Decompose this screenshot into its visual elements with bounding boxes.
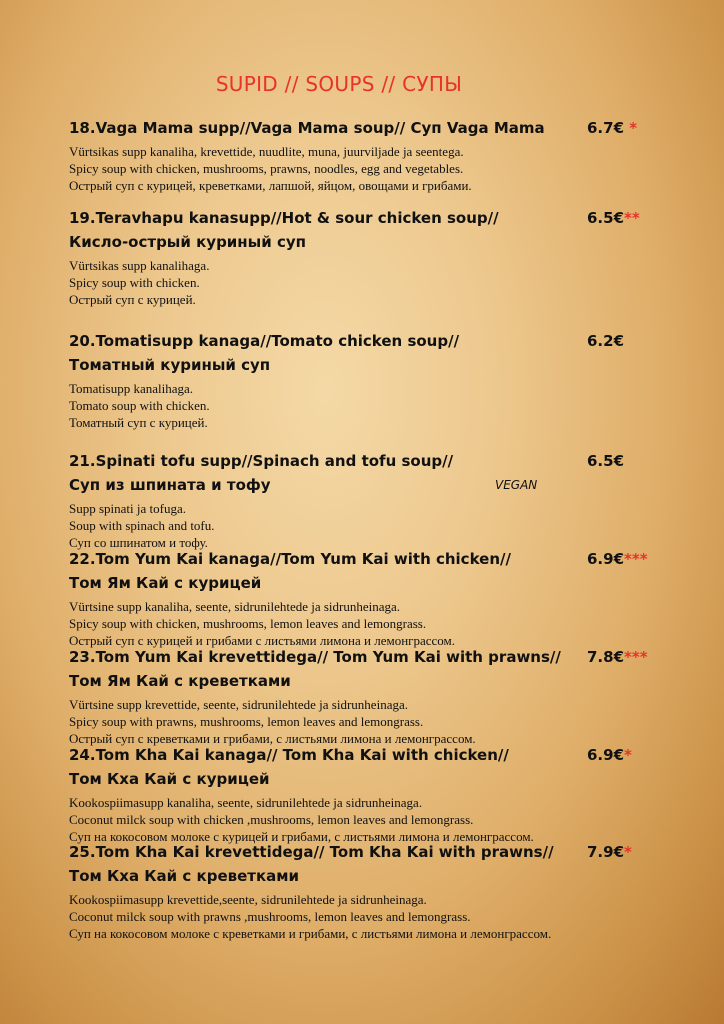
- item-name-russian: Том Кха Кай с креветками: [69, 867, 300, 885]
- price-value: 6.7€: [587, 119, 625, 137]
- price-value: 6.5€: [587, 209, 625, 227]
- menu-item-24: [69, 746, 669, 845]
- desc-estonian: Kookospiimasupp kanaliha, seente, sidrunilehtede ja sidrunheinaga.: [69, 795, 423, 810]
- item-name-line-2: [69, 867, 669, 891]
- desc-english: Spicy soup with chicken, mushrooms, lemon leaves and lemongrass.: [69, 616, 427, 631]
- item-price: [587, 119, 637, 137]
- desc-estonian: Vürtsine supp kanaliha, seente, sidrunilehtede ja sidrunheinaga.: [69, 599, 401, 614]
- price-value: 7.9€: [587, 843, 625, 861]
- desc-russian: Суп на кокосовом молоке с креветками и грибами, с листьями лимона и лемонграссом.: [69, 926, 552, 941]
- item-name-russian: Кисло-острый куриный суп: [69, 233, 307, 251]
- item-name-line-2: [69, 356, 669, 380]
- price-value: 6.5€: [587, 452, 625, 470]
- desc-english: Spicy soup with chicken, mushrooms, prawns, noodles, egg and vegetables.: [69, 161, 464, 176]
- item-name: 18.Vaga Mama supp//Vaga Mama soup// Суп Vaga Mama: [69, 119, 545, 137]
- page-title: SUPID // SOUPS // СУПЫ: [215, 72, 463, 96]
- item-name-russian: Том Кха Кай с курицей: [69, 770, 270, 788]
- desc-english: Tomato soup with chicken.: [69, 398, 210, 413]
- menu-item-21: [69, 452, 669, 551]
- desc-russian: Острый суп с курицей, креветками, лапшой, яйцом, овощами и грибами.: [69, 178, 472, 193]
- item-name-russian: Суп из шпината и тофу: [69, 476, 271, 494]
- menu-item-18: [69, 119, 669, 194]
- item-name-line-2: [69, 770, 669, 794]
- item-price: [587, 648, 648, 666]
- item-name-line-2: [69, 574, 669, 598]
- desc-estonian: Supp spinati ja tofuga.: [69, 501, 186, 516]
- vegan-tag: VEGAN: [495, 478, 538, 492]
- menu-item-20: [69, 332, 669, 431]
- item-price: [587, 843, 632, 861]
- desc-english: Spicy soup with prawns, mushrooms, lemon leaves and lemongrass.: [69, 714, 424, 729]
- spicy-stars: *: [624, 746, 632, 764]
- item-name-russian: Том Ям Кай с креветками: [69, 672, 291, 690]
- item-name-russian: Том Ям Кай с курицей: [69, 574, 262, 592]
- desc-estonian: Vürtsikas supp kanalihaga.: [69, 258, 210, 273]
- item-price: [587, 209, 640, 227]
- item-name-line-2: [69, 233, 669, 257]
- item-name-line: [69, 550, 669, 574]
- item-name: 25.Tom Kha Kai krevettidega// Tom Kha Kai with prawns//: [69, 843, 554, 861]
- item-name-line: [69, 209, 669, 233]
- price-value: 6.2€: [587, 332, 625, 350]
- desc-russian: Томатный суп с курицей.: [69, 415, 208, 430]
- item-price: [587, 550, 648, 568]
- item-name-line-2: [69, 476, 669, 500]
- item-name-line: [69, 332, 669, 356]
- item-name: 23.Tom Yum Kai krevettidega// Tom Yum Kai with prawns//: [69, 648, 561, 666]
- desc-english: Soup with spinach and tofu.: [69, 518, 215, 533]
- desc-russian: Суп со шпинатом и тофу.: [69, 535, 208, 550]
- desc-english: Coconut milck soup with chicken ,mushrooms, lemon leaves and lemongrass.: [69, 812, 474, 827]
- desc-russian: Суп на кокосовом молоке с курицей и грибами, с листьями лимона и лемонграссом.: [69, 829, 534, 844]
- item-name: 24.Tom Kha Kai kanaga// Tom Kha Kai with chicken//: [69, 746, 509, 764]
- item-name: 22.Tom Yum Kai kanaga//Tom Yum Kai with chicken//: [69, 550, 511, 568]
- item-name-russian: Томатный куриный суп: [69, 356, 271, 374]
- price-value: 7.8€: [587, 648, 625, 666]
- item-name-line: [69, 648, 669, 672]
- price-value: 6.9€: [587, 746, 625, 764]
- item-name: 19.Teravhapu kanasupp//Hot & sour chicken soup//: [69, 209, 499, 227]
- spicy-stars: **: [624, 209, 640, 227]
- menu-item-19: [69, 209, 669, 308]
- item-name: 21.Spinati tofu supp//Spinach and tofu soup//: [69, 452, 454, 470]
- item-name: 20.Tomatisupp kanaga//Tomato chicken soup//: [69, 332, 460, 350]
- item-name-line: [69, 119, 669, 143]
- desc-estonian: Vürtsine supp krevettide, seente, sidrunilehtede ja sidrunheinaga.: [69, 697, 408, 712]
- item-price: [587, 746, 632, 764]
- desc-estonian: Vürtsikas supp kanaliha, krevettide, nuudlite, muna, juurviljade ja seentega.: [69, 144, 464, 159]
- menu-item-25: [69, 843, 669, 942]
- item-price: [587, 332, 624, 350]
- item-name-line: [69, 843, 669, 867]
- desc-russian: Острый суп с креветками и грибами, с листьями лимона и лемонграссом.: [69, 731, 476, 746]
- item-name-line-2: [69, 672, 669, 696]
- desc-estonian: Kookospiimasupp krevettide,seente, sidrunilehtede ja sidrunheinaga.: [69, 892, 427, 907]
- desc-english: Coconut milck soup with prawns ,mushrooms, lemon leaves and lemongrass.: [69, 909, 471, 924]
- desc-english: Spicy soup with chicken.: [69, 275, 200, 290]
- spicy-stars: *: [624, 119, 638, 137]
- item-name-line: [69, 452, 669, 476]
- menu-item-22: [69, 550, 669, 649]
- spicy-stars: ***: [624, 550, 648, 568]
- desc-estonian: Tomatisupp kanalihaga.: [69, 381, 194, 396]
- price-value: 6.9€: [587, 550, 625, 568]
- desc-russian: Острый суп с курицей.: [69, 292, 196, 307]
- item-name-line: [69, 746, 669, 770]
- desc-russian: Острый суп с курицей и грибами с листьями лимона и лемонграссом.: [69, 633, 456, 648]
- spicy-stars: ***: [624, 648, 648, 666]
- item-price: [587, 452, 624, 470]
- spicy-stars: *: [624, 843, 632, 861]
- menu-item-23: [69, 648, 669, 747]
